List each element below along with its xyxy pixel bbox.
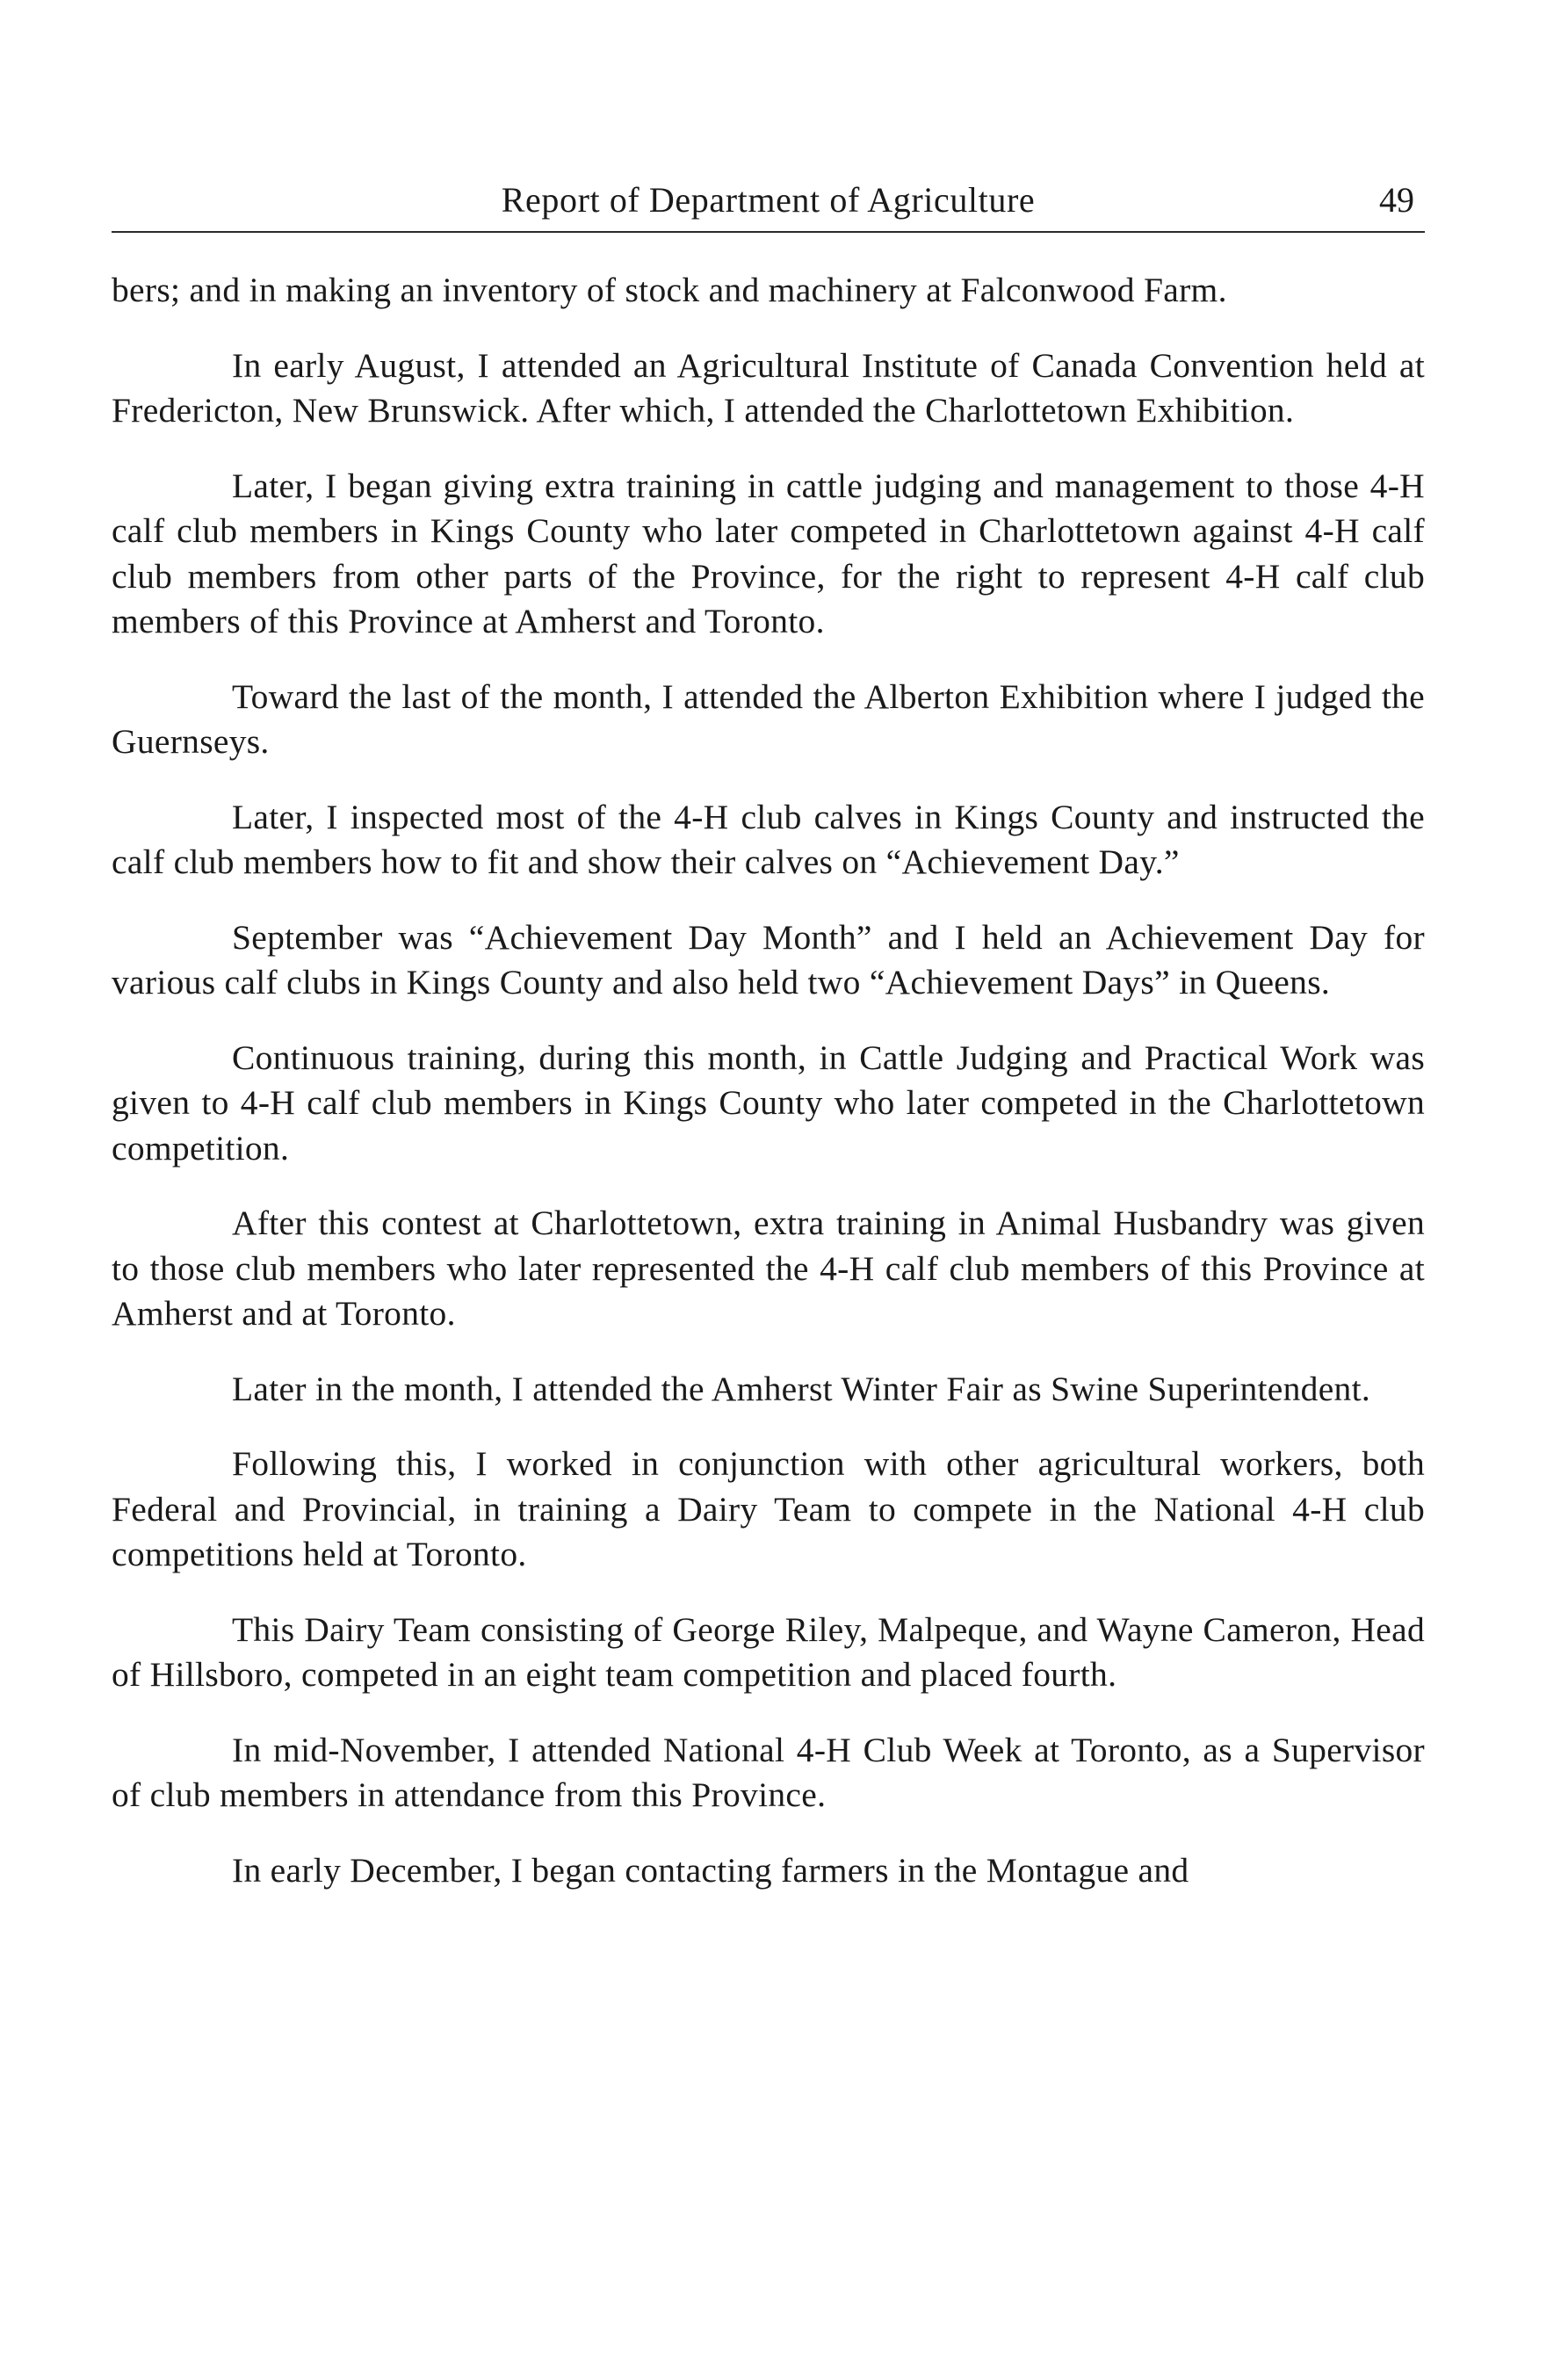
paragraph-cattle-judging-training: Later, I began giving extra training in cattle judging and management to those 4-H calf club members in Kings County who later competed in Charlottetown against 4-H calf club members from other parts of the Province, for the right to represent 4-H calf club members of this Province at Amherst and Toronto. — [112, 466, 1425, 640]
running-title: Report of Department of Agriculture — [501, 180, 1036, 220]
paragraph-dairy-team-training: Following this, I worked in conjunction with other agricultural workers, both Federal and Provincial, in training a Dairy Team to compete in the National 4-H club competitions held at Toronto. — [112, 1444, 1425, 1573]
running-header — [112, 174, 1425, 235]
paragraph-animal-husbandry: After this contest at Charlottetown, extra training in Animal Husbandry was given to those club members who later represented the 4-H calf club members of this Province at Amherst and at Toronto. — [112, 1204, 1425, 1333]
paragraph-august-convention: In early August, I attended an Agricultural Institute of Canada Convention held at Fredericton, New Brunswick. After which, I attended the Charlottetown Exhibition. — [112, 345, 1425, 430]
page-number: 49 — [1379, 180, 1414, 220]
body-text — [112, 268, 1425, 1923]
paragraph-calf-inspection: Later, I inspected most of the 4-H club calves in Kings County and instructed the calf club members how to fit and show their calves on “Achievement Day.” — [112, 797, 1425, 881]
header-rule — [112, 231, 1425, 233]
paragraph-amherst-winter-fair: Later in the month, I attended the Amherst Winter Fair as Swine Superintendent. — [232, 1369, 1371, 1408]
paragraph-continuous-training: Continuous training, during this month, in Cattle Judging and Practical Work was given to 4-H calf club members in Kings County who later competed in the Charlottetown competition. — [112, 1037, 1425, 1168]
paragraph-achievement-day-month: September was “Achievement Day Month” and I held an Achievement Day for various calf clubs in Kings County and also held two “Achievement Days” in Queens. — [112, 917, 1425, 1001]
paragraph-continued: bers; and in making an inventory of stock and machinery at Falconwood Farm. — [112, 271, 1227, 309]
paragraph-dairy-team-result: This Dairy Team consisting of George Riley, Malpeque, and Wayne Cameron, Head of Hillsboro, competed in an eight team competition and placed fourth. — [112, 1609, 1425, 1694]
paragraph-club-week: In mid-November, I attended National 4-H Club Week at Toronto, as a Supervisor of club members in attendance from this Province. — [112, 1730, 1425, 1814]
paragraph-december-contacts: In early December, I began contacting farmers in the Montague and — [232, 1850, 1189, 1890]
paragraph-alberton-exhibition: Toward the last of the month, I attended the Alberton Exhibition where I judged the Guernseys. — [112, 676, 1425, 761]
